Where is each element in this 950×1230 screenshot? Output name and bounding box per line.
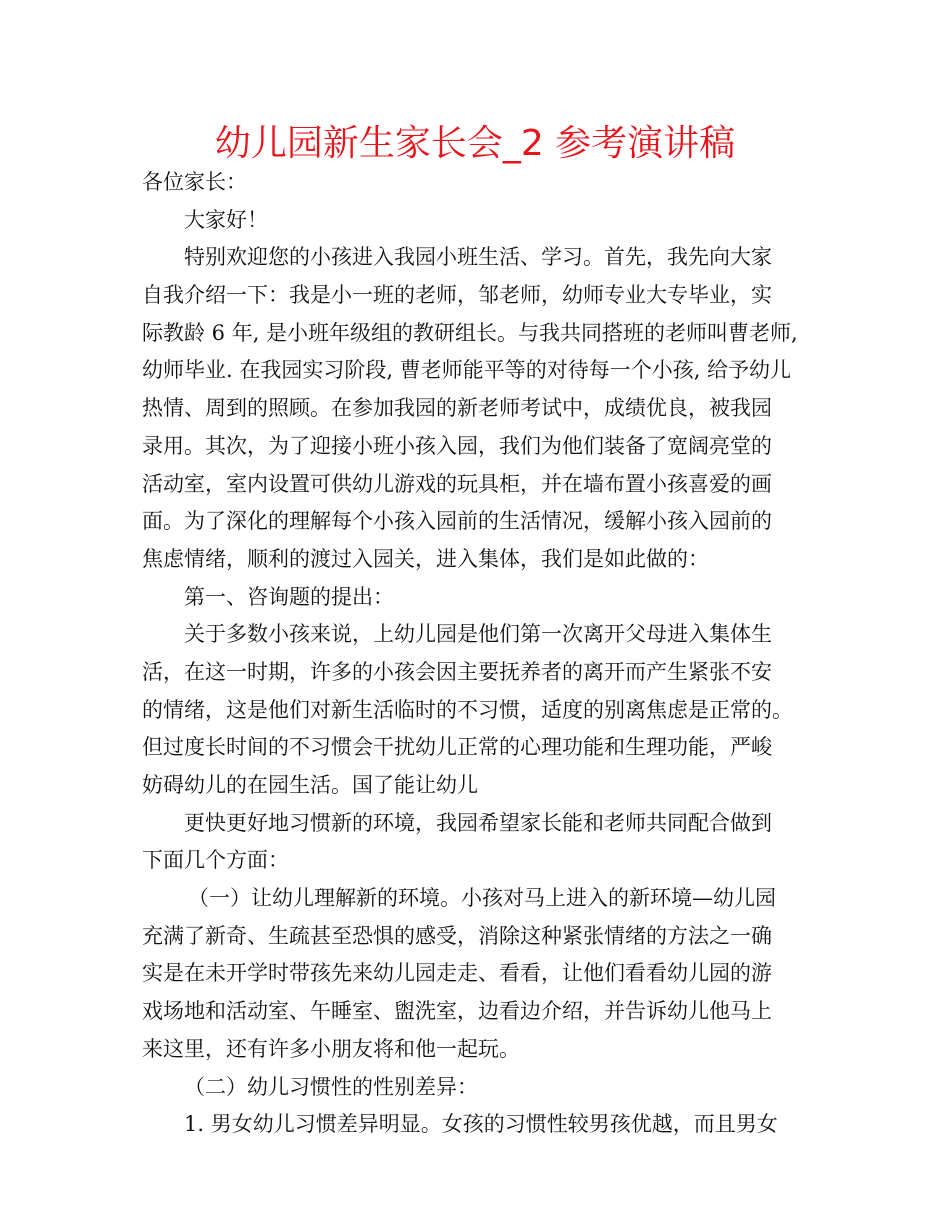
paragraph-line: 实是在未开学时带孩先来幼儿园走走、看看，让他们看看幼儿园的游: [142, 961, 772, 986]
subsection-heading: （二）幼儿习惯性的性别差异：: [184, 1074, 478, 1099]
paragraph-line: 活动室，室内设置可供幼儿游戏的玩具柜，并在墙布置小孩喜爱的画: [142, 471, 772, 496]
paragraph-line: 更快更好地习惯新的环境，我园希望家长能和老师共同配合做到: [184, 810, 772, 835]
paragraph-line: 但过度长时间的不习惯会干扰幼儿正常的心理功能和生理功能，严峻: [142, 735, 772, 760]
document-title: 幼儿园新生家长会_2 参考演讲稿: [214, 123, 736, 164]
paragraph-line: 活，在这一时期，许多的小孩会因主要抚养者的离开而产生紧张不安: [142, 659, 772, 684]
greeting-line: 大家好！: [184, 207, 268, 232]
paragraph-line: 下面几个方面：: [142, 848, 289, 873]
numbered-item-line: 1. 男女幼儿习惯差异明显。女孩的习惯性较男孩优越，而且男女: [184, 1112, 778, 1137]
paragraph-line: 充满了新奇、生疏甚至恐惧的感受，消除这种紧张情绪的方法之一确: [142, 923, 772, 948]
paragraph-line: 热情、周到的照顾。在参加我园的新老师考试中，成绩优良，被我园: [142, 396, 772, 421]
subsection-line: （一）让幼儿理解新的环境。小孩对马上进入的新环境—幼儿园: [188, 886, 776, 911]
paragraph-line: 幼师毕业. 在我园实习阶段, 曹老师能平等的对待每一个小孩, 给予幼儿: [142, 358, 792, 383]
paragraph-line: 特别欢迎您的小孩进入我园小班生活、学习。首先，我先向大家: [184, 245, 772, 270]
paragraph-line: 面。为了深化的理解每个小孩入园前的生活情况，缓解小孩入园前的: [142, 509, 772, 534]
paragraph-line: 际教龄 6 年, 是小班年级组的教研组长。与我共同搭班的老师叫曹老师,: [142, 320, 798, 345]
paragraph-line: 录用。其次，为了迎接小班小孩入园，我们为他们装备了宽阔亮堂的: [142, 433, 772, 458]
paragraph-line: 妨碍幼儿的在园生活。国了能让幼儿: [142, 773, 478, 797]
paragraph-line: 焦虑情绪，顺利的渡过入园关，进入集体，我们是如此做的：: [142, 546, 709, 571]
document-body: [142, 164, 832, 1144]
paragraph-line: 自我介绍一下：我是小一班的老师，邹老师，幼师专业大专毕业，实: [142, 283, 772, 308]
paragraph-line: 的情绪，这是他们对新生活临时的不习惯，适度的别离焦虑是正常的。: [142, 697, 793, 722]
paragraph-line: 来这里，还有许多小朋友将和他一起玩。: [142, 1036, 520, 1061]
section-heading: 第一、咨询题的提出：: [184, 584, 394, 609]
paragraph-line: 戏场地和活动室、午睡室、盥洗室，边看边介绍，并告诉幼儿他马上: [142, 999, 772, 1024]
salutation-line: 各位家长：: [142, 170, 247, 194]
paragraph-line: 关于多数小孩来说，上幼儿园是他们第一次离开父母进入集体生: [184, 622, 772, 647]
